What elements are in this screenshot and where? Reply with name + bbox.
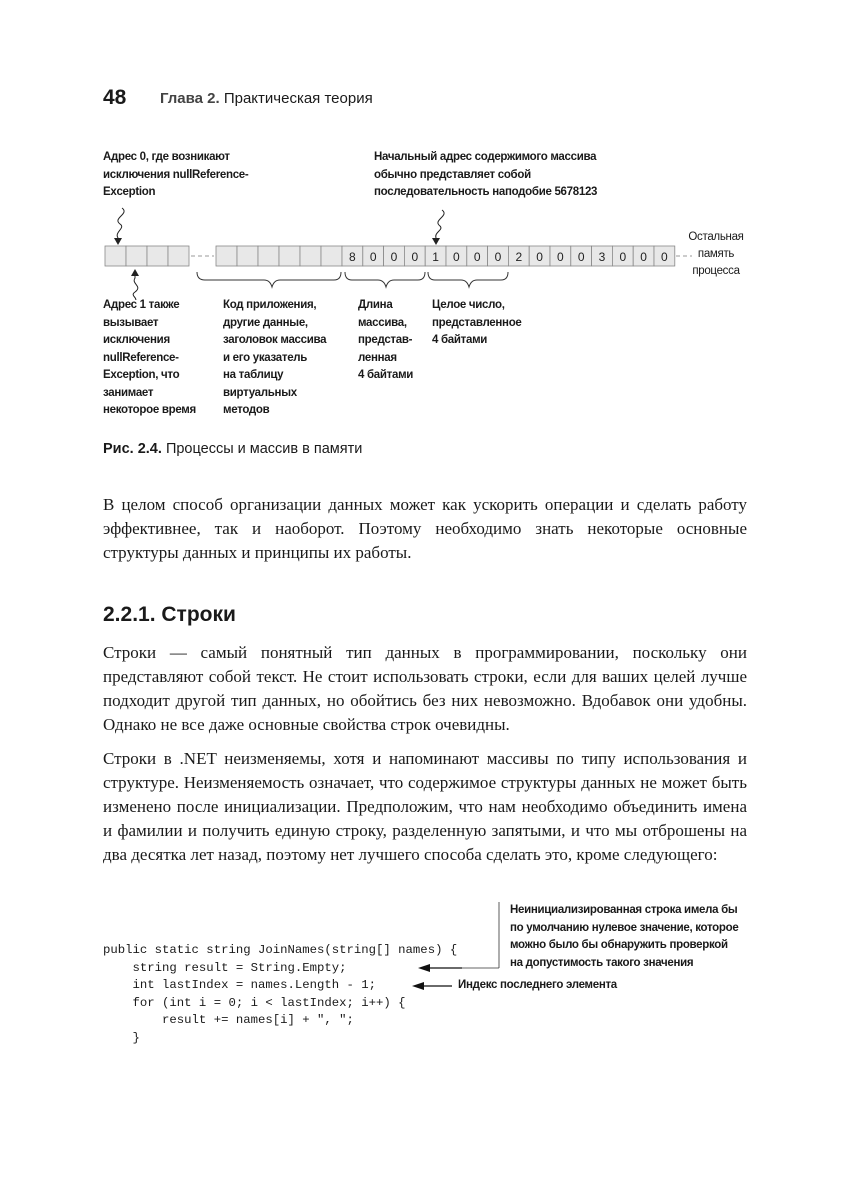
label-rest-of-memory: Остальная память процесса bbox=[688, 231, 744, 277]
page-number: 48 bbox=[103, 86, 127, 109]
paragraph-intro: В целом способ организации данных может как ускорить операции и сделать работу эффективнее, так и наоборот. Поэтому необходимо знать некоторые основные структуры данных и принципы их работы. bbox=[103, 495, 747, 562]
paragraph-immutability: Строки в .NET неизменяемы, хотя и напоминают массивы по типу использования и структуре. Неизменяемость означает, что содержимое структуры данных не может быть изменено после инициализации. Предположим, что нам необходимо объединить имена и фамилии и получить единую строку, разделенную запятыми, и что мы отброшены на два десятка лет назад, поэтому нет лучшего способа сделать это, кроме следующего: bbox=[103, 749, 747, 864]
memory-cell-value: 0 bbox=[494, 250, 502, 264]
memory-cell-value: 0 bbox=[473, 250, 481, 264]
annotation-last-index: Индекс последнего элемента bbox=[458, 979, 617, 991]
memory-cell-value: 0 bbox=[390, 250, 398, 264]
caption-label: Рис. 2.4. bbox=[103, 441, 162, 457]
arrow-address-one bbox=[133, 272, 138, 300]
code-line: for (int i = 0; i < lastIndex; i++) { bbox=[103, 995, 406, 1010]
arrow-left-icon bbox=[412, 982, 424, 990]
memory-cell-value: 1 bbox=[432, 250, 439, 264]
memory-cell-value: 0 bbox=[661, 250, 668, 264]
memory-cell-value: 0 bbox=[453, 250, 460, 264]
paragraph-strings: Строки — самый понятный тип данных в программировании, поскольку они представляют собой текст. Не стоит использовать строки, если для ваших целей лучше подходит другой тип данных, но обойтись без них невозможно. Вдобавок они удобны. Однако не все даже основные свойства строк очевидны. bbox=[103, 643, 747, 734]
memory-cell-value: 0 bbox=[640, 250, 647, 264]
memory-cell-value: 3 bbox=[598, 250, 606, 264]
code-line: string result = String.Empty; bbox=[103, 960, 347, 975]
code-line: } bbox=[103, 1030, 140, 1045]
memory-cell-value: 0 bbox=[619, 250, 627, 264]
memory-cells-app bbox=[216, 246, 342, 266]
label-app-code: Код приложения, другие данные, заголовок массива и его указатель на таблицу виртуальных методов bbox=[223, 299, 327, 416]
arrow-head-icon bbox=[432, 238, 440, 245]
label-array-length: Длина массива, представ- ленная 4 байтами bbox=[358, 299, 414, 381]
memory-cell-value: 0 bbox=[557, 250, 564, 264]
memory-cell-value: 0 bbox=[577, 250, 585, 264]
memory-cells-start bbox=[105, 246, 189, 266]
memory-cell-value: 8 bbox=[349, 250, 356, 264]
label-array-start-address: Начальный адрес содержимого массива обычно представляет собой последовательность наподобие 5678123 bbox=[374, 151, 598, 198]
annotation-uninitialized-string: Неинициализированная строка имела бы по умолчанию нулевое значение, которое можно было бы обнаружить проверкой на допустимость такого значения bbox=[510, 904, 739, 969]
arrow-address-zero bbox=[117, 208, 124, 242]
memory-cell-value: 0 bbox=[536, 250, 543, 264]
label-address-one: Адрес 1 также вызывает исключения nullReference- Exception, что занимает некоторое время bbox=[103, 299, 196, 416]
arrow-left-icon bbox=[418, 964, 430, 972]
code-line: int lastIndex = names.Length - 1; bbox=[103, 978, 377, 993]
brace-integer bbox=[428, 272, 508, 287]
figure-caption bbox=[103, 441, 362, 457]
chapter-label: Глава 2. bbox=[160, 90, 220, 107]
memory-cell-value: 0 bbox=[411, 250, 419, 264]
caption-text: Процессы и массив в памяти bbox=[165, 441, 363, 457]
memory-cell-value: 2 bbox=[515, 250, 523, 264]
arrow-head-icon bbox=[131, 269, 139, 276]
chapter-title: Практическая теория bbox=[223, 90, 373, 107]
section-heading: 2.2.1. Строки bbox=[103, 603, 236, 626]
brace-array-length bbox=[345, 272, 425, 287]
arrow-array-start bbox=[436, 210, 444, 242]
memory-cell-value: 0 bbox=[369, 250, 377, 264]
brace-app-code bbox=[197, 272, 341, 287]
code-line: result += names[i] + ", "; bbox=[103, 1013, 354, 1028]
label-address-zero: Адрес 0, где возникают исключения nullReference- Exception bbox=[103, 151, 249, 198]
label-integer: Целое число, представленное 4 байтами bbox=[432, 299, 522, 346]
memory-cells-values bbox=[342, 246, 675, 266]
code-line: public static string JoinNames(string[] names) { bbox=[103, 943, 458, 957]
arrow-head-icon bbox=[114, 238, 122, 245]
